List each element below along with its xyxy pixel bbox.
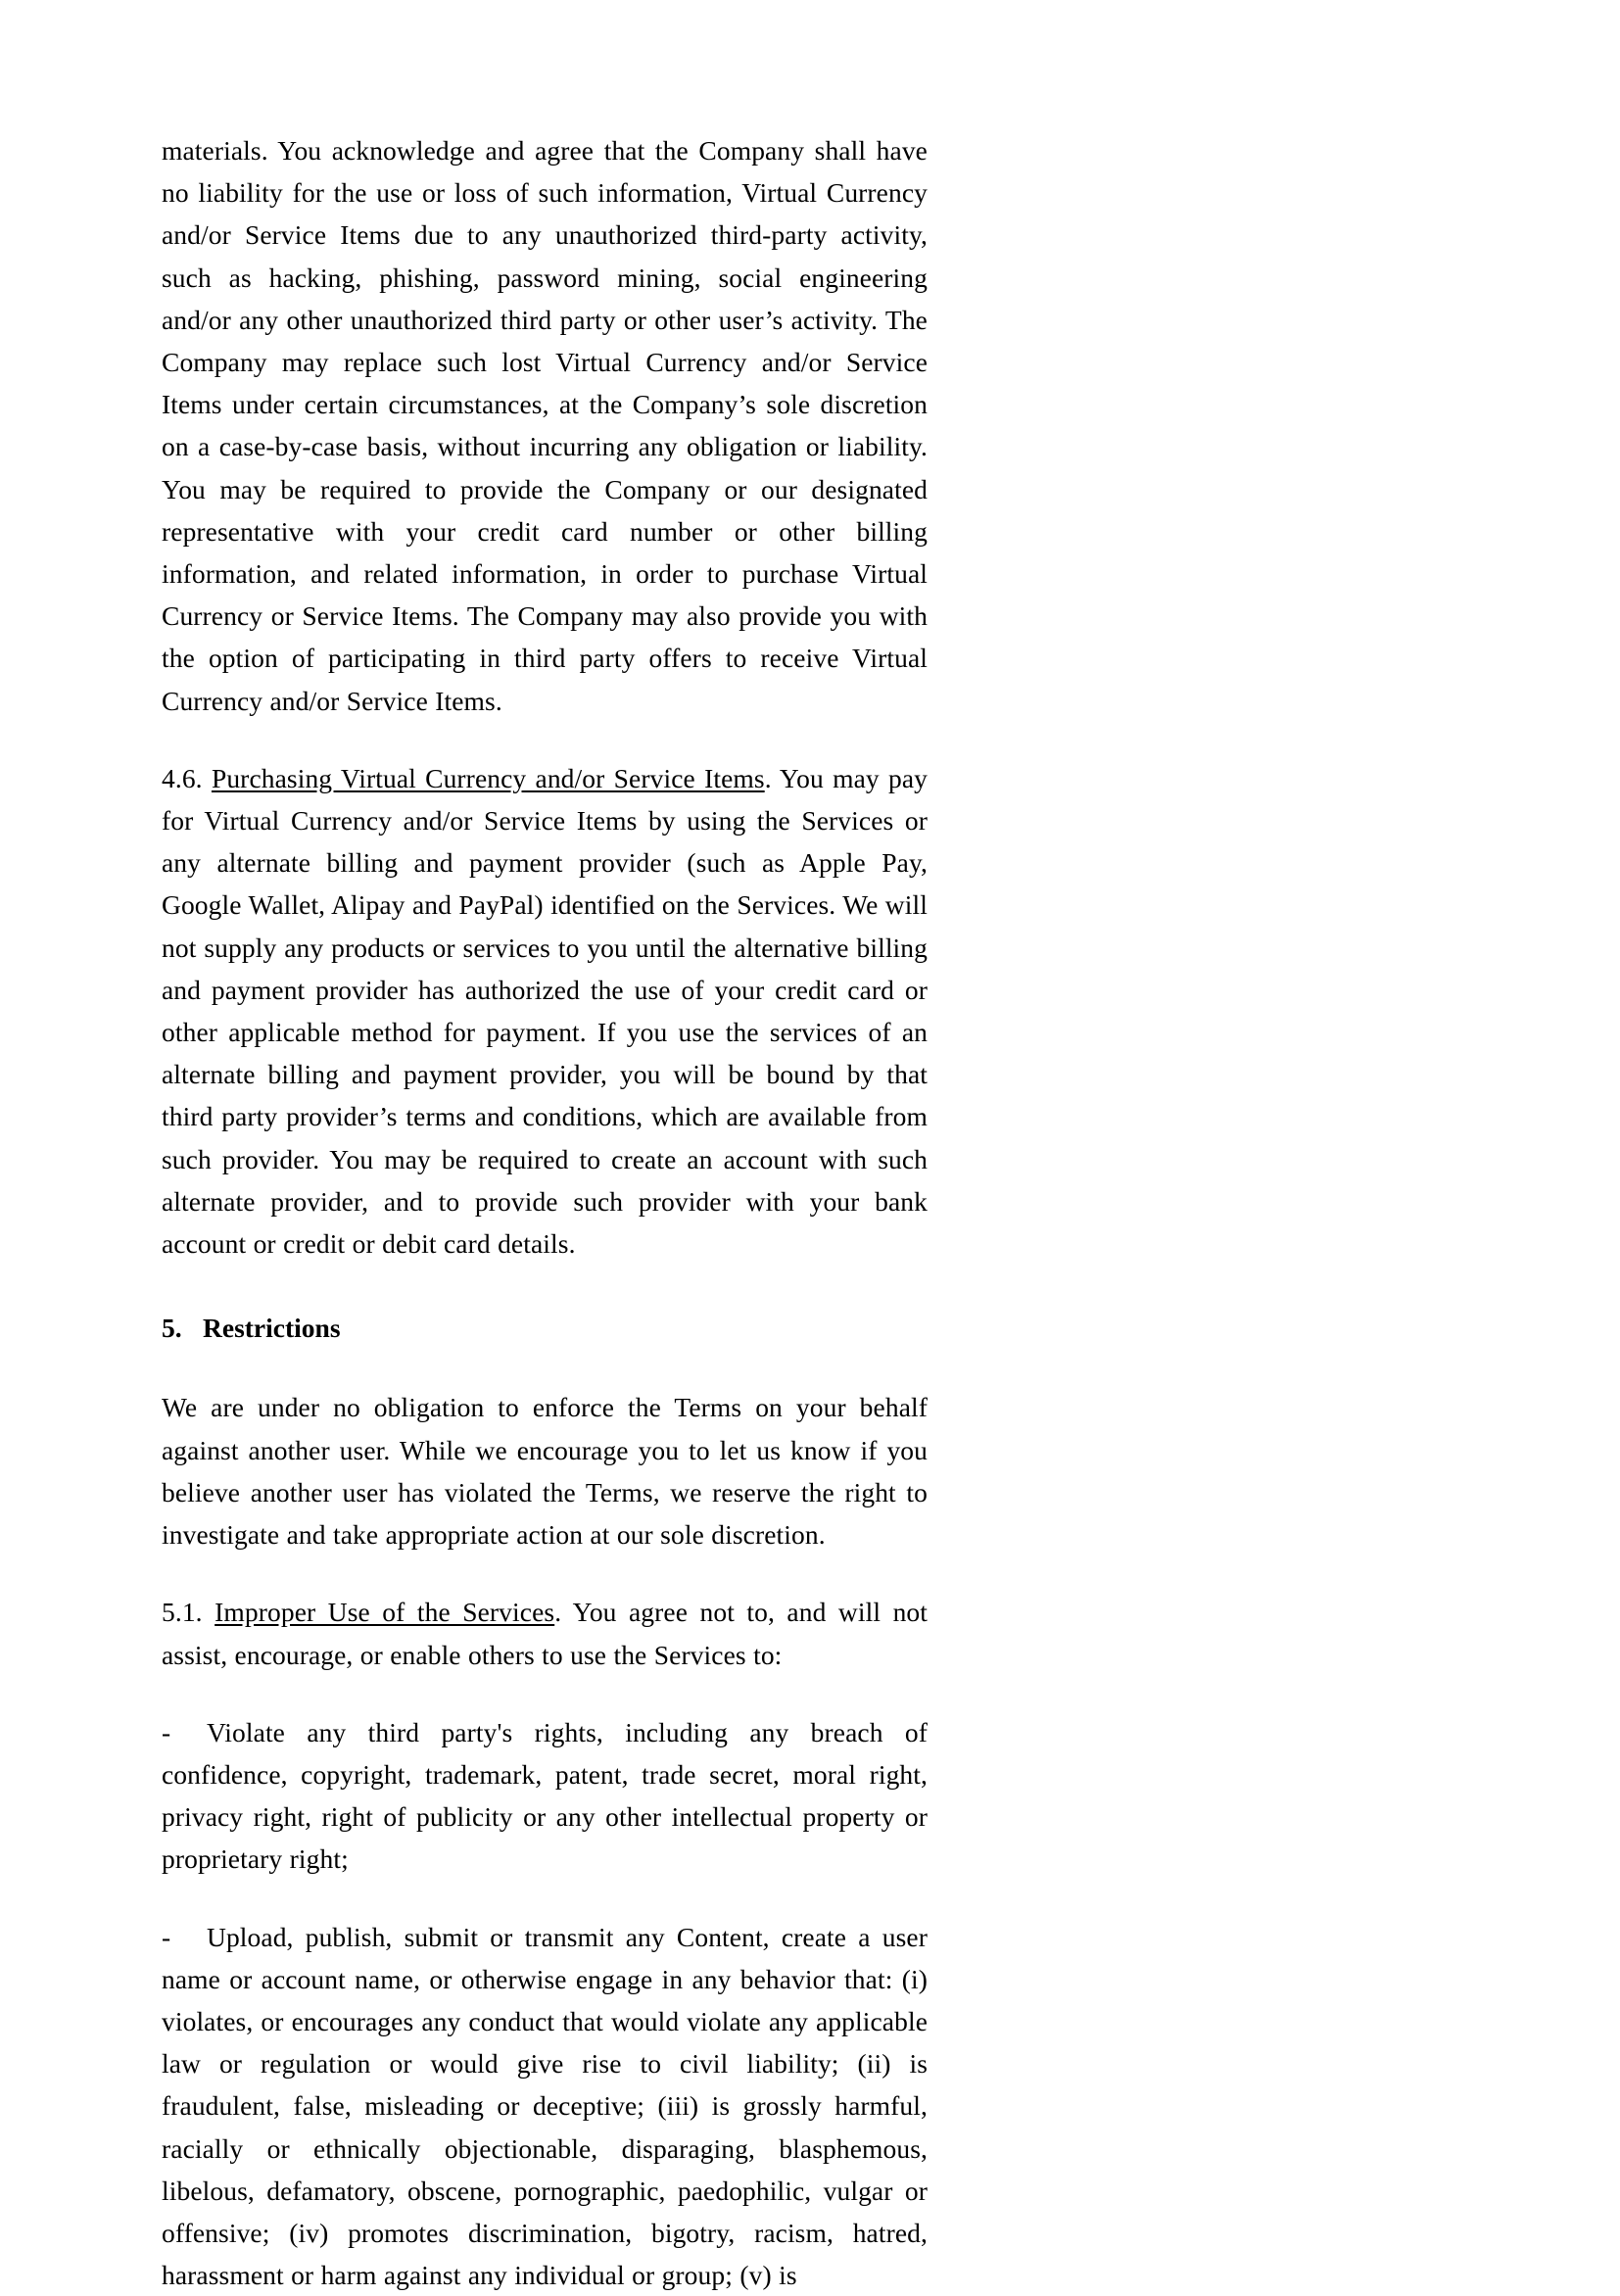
bullet-marker-icon: - bbox=[162, 1921, 171, 1952]
bullet-item-2 bbox=[162, 1916, 928, 2296]
underlined-title-5-1: Improper Use of the Services bbox=[214, 1597, 555, 1628]
underlined-title-4-6: Purchasing Virtual Currency and/or Service Items bbox=[211, 762, 765, 793]
section-number-5-1: 5.1. bbox=[162, 1597, 203, 1628]
section-number-4-6: 4.6. bbox=[162, 762, 203, 793]
page-text-column bbox=[162, 129, 928, 2296]
space-after-number-5-1 bbox=[203, 1597, 214, 1627]
section-body-4-6: . You may pay for Virtual Currency and/or Service Items by using the Services or any alternate billing and payment provider (such as Apple Pay, Google Wallet, Alipay and PayPal) identified on the Services. We will not supply any products or services to you until the alternative billing and payment provider has authorized the use of your credit card or other applicable method for payment. If you use the services of an alternate billing and payment provider, you will be bound by that third party provider’s terms and conditions, which are available from such provider. You may be required to create an account with such alternate provider, and to provide such provider with your bank account or credit or debit card details. bbox=[162, 762, 929, 1260]
paragraph-section-5-intro: We are under no obligation to enforce the Terms on your behalf against another user. While we encourage you to let us know if you believe another user has violated the Terms, we reserve the right to investigate and take appropriate action at our sole discretion. bbox=[162, 1392, 928, 1551]
paragraph-section-4-6 bbox=[162, 757, 928, 1265]
paragraph-continued-section-4-5: materials. You acknowledge and agree that the Company shall have no liability for the use or loss of such information, Virtual Currency and/or Service Items due to any unauthorized third-party activity, such as hacking, phishing, password mining, social engineering and/or any other unauthorized third party or other user’s activity. The Company may replace such lost Virtual Currency and/or Service Items under certain circumstances, at the Company’s sole discretion on a case-by-case basis, without incurring any obligation or liability. You may be required to provide the Company or our designated representative with your credit card number or other billing information, and related information, in order to purchase Virtual Currency or Service Items. The Company may also provide you with the option of participating in third party offers to receive Virtual Currency and/or Service Items. bbox=[162, 135, 928, 716]
heading-section-5 bbox=[162, 1307, 928, 1349]
bullet-item-1 bbox=[162, 1711, 928, 1881]
space-after-number-4-6 bbox=[203, 763, 212, 793]
heading-number-5: 5. bbox=[162, 1313, 182, 1344]
heading-title-5: Restrictions bbox=[203, 1313, 341, 1344]
section-body-5-1: . You agree not to, and will not assist, encourage, or enable others to use the Services to: bbox=[162, 1597, 929, 1670]
paragraph-section-5-1 bbox=[162, 1591, 928, 1675]
bullet-text-2: Upload, publish, submit or transmit any Content, create a user name or account name, or otherwise engage in any behavior that: (i) violates, or encourages any conduct that would violate any applicable law or regulation or would give rise to civil liability; (ii) is fraudulent, false, misleading or deceptive; (iii) is grossly harmful, racially or ethnically objectionable, disparaging, blasphemous, libelous, defamatory, obscene, pornographic, paedophilic, vulgar or offensive; (iv) promotes discrimination, bigotry, racism, hatred, harassment or harm against any individual or group; (v) is bbox=[162, 1921, 928, 2291]
bullet-marker-icon: - bbox=[162, 1716, 171, 1747]
bullet-text-1: Violate any third party's rights, including any breach of confidence, copyright, trademark, patent, trade secret, moral right, privacy right, right of publicity or any other intellectual property or proprietary right; bbox=[162, 1716, 928, 1875]
